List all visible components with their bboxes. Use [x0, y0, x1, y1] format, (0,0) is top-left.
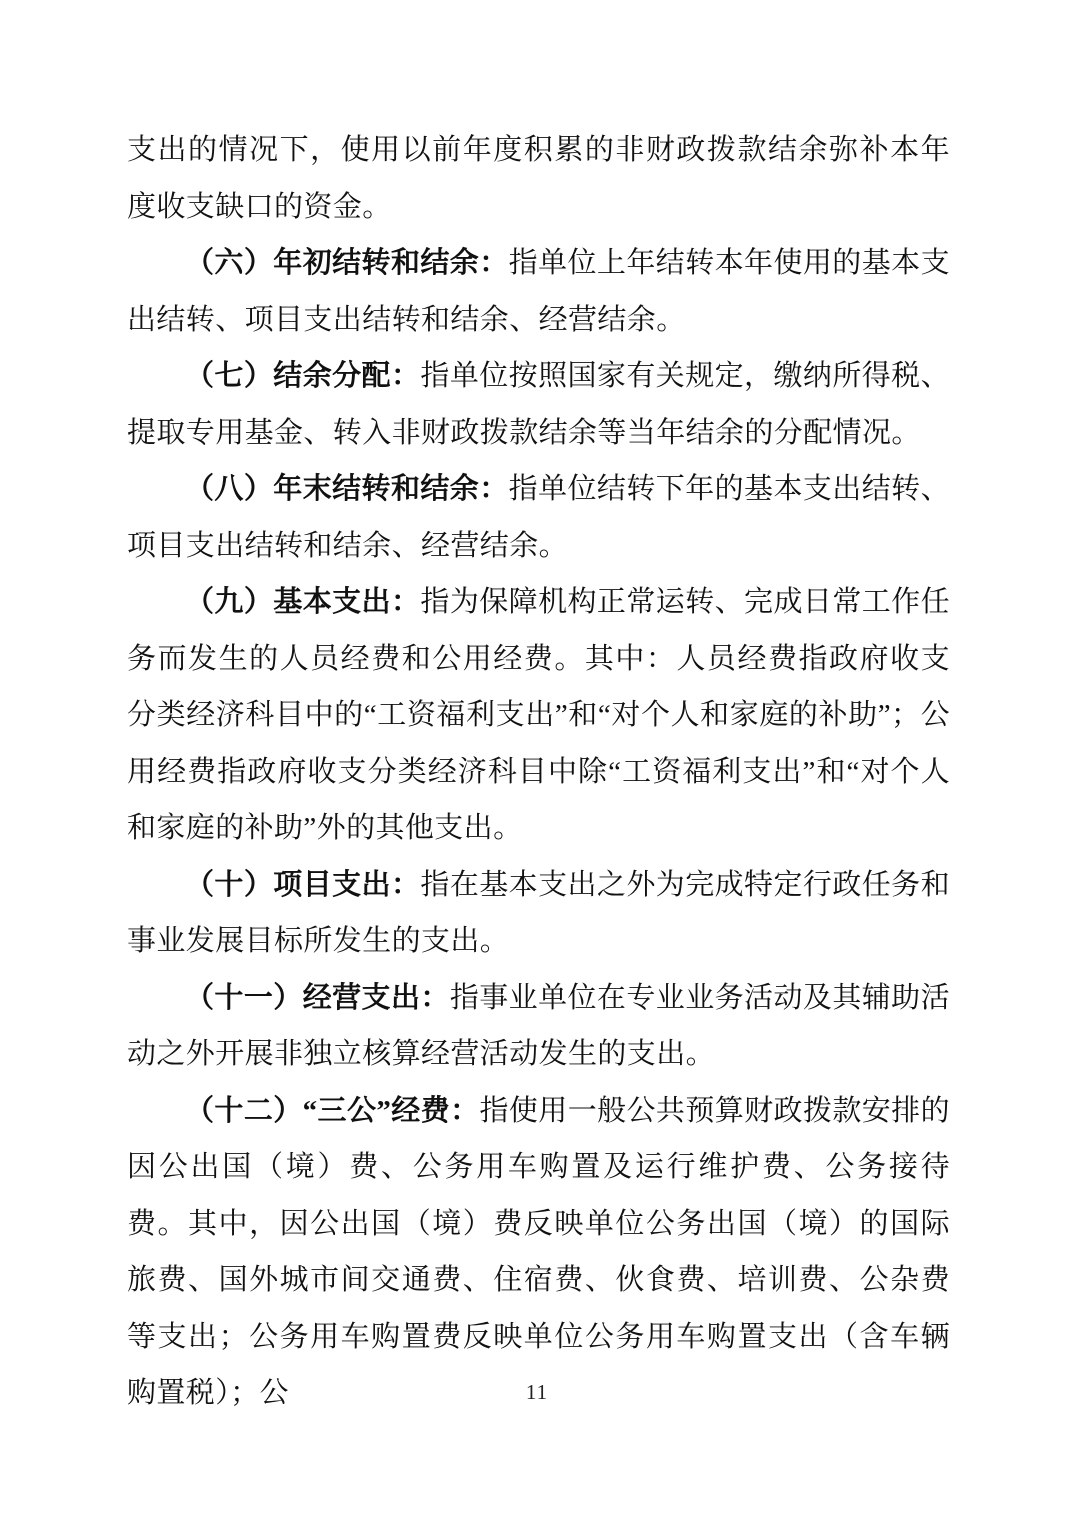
page-number: 11 [525, 1380, 549, 1404]
term-definition: 指单位上年结转本年使用的基本支出结转、项目支出结转和结余、经营结余。 [127, 247, 950, 336]
page-content [127, 122, 950, 1422]
paragraph-text: 支出的情况下，使用以前年度积累的非财政拨款结余弥补本年度收支缺口的资金。 [127, 134, 950, 223]
paragraph-item-6 [127, 235, 950, 348]
term-label: （六）年初结转和结余： [185, 247, 509, 279]
term-definition: 指单位结转下年的基本支出结转、项目支出结转和结余、经营结余。 [127, 473, 950, 562]
term-label: （八）年末结转和结余： [185, 473, 509, 505]
paragraph-item-9 [127, 574, 950, 857]
term-label: （十一）经营支出： [185, 981, 450, 1014]
term-label: （九）基本支出： [185, 586, 421, 618]
term-definition: 指事业单位在专业业务活动及其辅助活动之外开展非独立核算经营活动发生的支出。 [127, 981, 950, 1070]
term-label: （十二）“三公”经费： [185, 1094, 480, 1127]
term-label: （七）结余分配： [185, 360, 421, 392]
term-definition: 指在基本支出之外为完成特定行政任务和事业发展目标所发生的支出。 [127, 868, 950, 957]
term-definition: 指使用一般公共预算财政拨款安排的因公出国（境）费、公务用车购置及运行维护费、公务接待费。其中，因公出国（境）费反映单位公务出国（境）的国际旅费、国外城市间交通费、住宿费、伙食费、培训费、公杂费等支出；公务用车购置费反映单位公务用车购置支出（含车辆购置税）；公 [127, 1094, 950, 1409]
term-definition: 指为保障机构正常运转、完成日常工作任务而发生的人员经费和公用经费。其中：人员经费指政府收支分类经济科目中的“工资福利支出”和“对个人和家庭的补助”；公用经费指政府收支分类经济科目中除“工资福利支出”和“对个人和家庭的补助”外的其他支出。 [127, 586, 950, 844]
paragraph-continuation [127, 122, 950, 235]
paragraph-item-8 [127, 461, 950, 574]
term-label: （十）项目支出： [185, 868, 421, 901]
paragraph-item-12 [127, 1083, 950, 1422]
term-definition: 指单位按照国家有关规定，缴纳所得税、提取专用基金、转入非财政拨款结余等当年结余的分配情况。 [127, 360, 950, 449]
paragraph-item-10 [127, 857, 950, 970]
paragraph-item-7 [127, 348, 950, 461]
paragraph-item-11 [127, 970, 950, 1083]
